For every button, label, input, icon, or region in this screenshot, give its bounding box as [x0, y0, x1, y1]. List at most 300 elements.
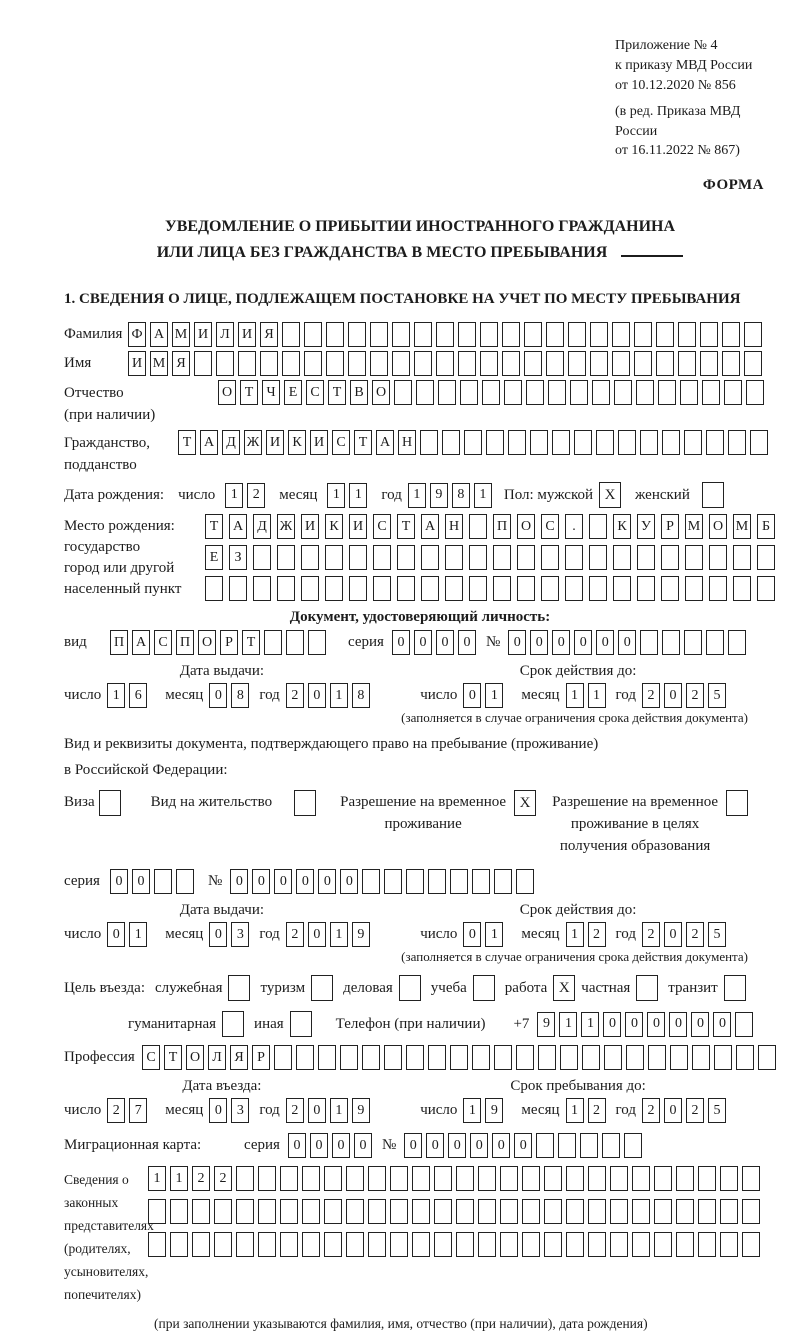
- purpose-official-checkbox[interactable]: [228, 975, 250, 1001]
- char-cell[interactable]: 0: [625, 1012, 643, 1037]
- char-cell[interactable]: [229, 576, 247, 601]
- char-cell[interactable]: [722, 351, 740, 376]
- char-cell[interactable]: 1: [566, 683, 584, 708]
- char-cell[interactable]: [742, 1166, 760, 1191]
- char-cell[interactable]: Т: [397, 514, 415, 539]
- char-cell[interactable]: 0: [209, 683, 227, 708]
- char-cell[interactable]: 1: [588, 683, 606, 708]
- char-cell[interactable]: Т: [164, 1045, 182, 1070]
- char-cell[interactable]: [472, 869, 490, 894]
- char-cell[interactable]: 9: [485, 1098, 503, 1123]
- char-cell[interactable]: 2: [686, 1098, 704, 1123]
- char-cell[interactable]: [282, 351, 300, 376]
- char-cell[interactable]: 1: [566, 922, 584, 947]
- char-cell[interactable]: [456, 1232, 474, 1257]
- char-cell[interactable]: [720, 1232, 738, 1257]
- char-cell[interactable]: [685, 576, 703, 601]
- char-cell[interactable]: [154, 869, 172, 894]
- char-cell[interactable]: [348, 322, 366, 347]
- char-cell[interactable]: [568, 322, 586, 347]
- char-cell[interactable]: 9: [537, 1012, 555, 1037]
- char-cell[interactable]: 0: [354, 1133, 372, 1158]
- char-cell[interactable]: 2: [642, 683, 660, 708]
- char-cell[interactable]: К: [288, 430, 306, 455]
- char-cell[interactable]: [558, 1133, 576, 1158]
- char-cell[interactable]: 1: [107, 683, 125, 708]
- char-cell[interactable]: [624, 1133, 642, 1158]
- char-cell[interactable]: 2: [214, 1166, 232, 1191]
- char-cell[interactable]: [728, 630, 746, 655]
- char-cell[interactable]: [700, 351, 718, 376]
- char-cell[interactable]: [397, 576, 415, 601]
- char-cell[interactable]: 1: [408, 483, 426, 508]
- char-cell[interactable]: 1: [581, 1012, 599, 1037]
- char-cell[interactable]: [368, 1199, 386, 1224]
- char-cell[interactable]: [373, 545, 391, 570]
- char-cell[interactable]: [216, 351, 234, 376]
- char-cell[interactable]: [308, 630, 326, 655]
- char-cell[interactable]: Т: [205, 514, 223, 539]
- char-cell[interactable]: [546, 351, 564, 376]
- char-cell[interactable]: [412, 1166, 430, 1191]
- char-cell[interactable]: [390, 1199, 408, 1224]
- char-cell[interactable]: 5: [708, 683, 726, 708]
- char-cell[interactable]: О: [372, 380, 390, 405]
- edu-residence-checkbox[interactable]: [726, 790, 748, 816]
- char-cell[interactable]: Я: [172, 351, 190, 376]
- char-cell[interactable]: 1: [485, 683, 503, 708]
- char-cell[interactable]: [194, 351, 212, 376]
- char-cell[interactable]: Б: [757, 514, 775, 539]
- char-cell[interactable]: М: [733, 514, 751, 539]
- char-cell[interactable]: 0: [332, 1133, 350, 1158]
- char-cell[interactable]: [482, 380, 500, 405]
- char-cell[interactable]: [706, 430, 724, 455]
- char-cell[interactable]: Т: [240, 380, 258, 405]
- char-cell[interactable]: [632, 1232, 650, 1257]
- char-cell[interactable]: Р: [661, 514, 679, 539]
- char-cell[interactable]: [685, 545, 703, 570]
- char-cell[interactable]: [325, 545, 343, 570]
- char-cell[interactable]: [728, 430, 746, 455]
- char-cell[interactable]: Д: [253, 514, 271, 539]
- char-cell[interactable]: 0: [310, 1133, 328, 1158]
- char-cell[interactable]: [516, 1045, 534, 1070]
- char-cell[interactable]: [592, 380, 610, 405]
- char-cell[interactable]: [736, 1045, 754, 1070]
- char-cell[interactable]: [480, 351, 498, 376]
- char-cell[interactable]: [538, 1045, 556, 1070]
- char-cell[interactable]: [264, 630, 282, 655]
- char-cell[interactable]: [368, 1232, 386, 1257]
- char-cell[interactable]: Н: [398, 430, 416, 455]
- char-cell[interactable]: [236, 1199, 254, 1224]
- char-cell[interactable]: [526, 380, 544, 405]
- char-cell[interactable]: [348, 351, 366, 376]
- char-cell[interactable]: 1: [349, 483, 367, 508]
- char-cell[interactable]: [654, 1199, 672, 1224]
- char-cell[interactable]: 0: [274, 869, 292, 894]
- char-cell[interactable]: [176, 869, 194, 894]
- char-cell[interactable]: [590, 351, 608, 376]
- char-cell[interactable]: И: [349, 514, 367, 539]
- char-cell[interactable]: 2: [107, 1098, 125, 1123]
- char-cell[interactable]: В: [350, 380, 368, 405]
- char-cell[interactable]: 0: [426, 1133, 444, 1158]
- residence-permit-checkbox[interactable]: [294, 790, 316, 816]
- char-cell[interactable]: [637, 576, 655, 601]
- char-cell[interactable]: [325, 576, 343, 601]
- char-cell[interactable]: [456, 1199, 474, 1224]
- char-cell[interactable]: [757, 576, 775, 601]
- char-cell[interactable]: [428, 869, 446, 894]
- char-cell[interactable]: [362, 869, 380, 894]
- char-cell[interactable]: [589, 576, 607, 601]
- char-cell[interactable]: [277, 545, 295, 570]
- char-cell[interactable]: [500, 1166, 518, 1191]
- char-cell[interactable]: [566, 1199, 584, 1224]
- char-cell[interactable]: [632, 1199, 650, 1224]
- char-cell[interactable]: [324, 1199, 342, 1224]
- char-cell[interactable]: 1: [485, 922, 503, 947]
- char-cell[interactable]: И: [194, 322, 212, 347]
- char-cell[interactable]: 0: [308, 1098, 326, 1123]
- char-cell[interactable]: Д: [222, 430, 240, 455]
- char-cell[interactable]: 0: [252, 869, 270, 894]
- char-cell[interactable]: [301, 545, 319, 570]
- char-cell[interactable]: [326, 322, 344, 347]
- char-cell[interactable]: 2: [247, 483, 265, 508]
- purpose-tourism-checkbox[interactable]: [311, 975, 333, 1001]
- char-cell[interactable]: [522, 1232, 540, 1257]
- char-cell[interactable]: 9: [352, 922, 370, 947]
- char-cell[interactable]: [522, 1199, 540, 1224]
- char-cell[interactable]: [656, 351, 674, 376]
- char-cell[interactable]: [504, 380, 522, 405]
- char-cell[interactable]: [656, 322, 674, 347]
- char-cell[interactable]: [445, 576, 463, 601]
- char-cell[interactable]: [205, 576, 223, 601]
- char-cell[interactable]: [610, 1232, 628, 1257]
- char-cell[interactable]: О: [517, 514, 535, 539]
- char-cell[interactable]: [676, 1232, 694, 1257]
- char-cell[interactable]: 0: [230, 869, 248, 894]
- char-cell[interactable]: [722, 322, 740, 347]
- char-cell[interactable]: [478, 1199, 496, 1224]
- char-cell[interactable]: [478, 1232, 496, 1257]
- char-cell[interactable]: [301, 576, 319, 601]
- char-cell[interactable]: 2: [686, 683, 704, 708]
- char-cell[interactable]: [634, 322, 652, 347]
- char-cell[interactable]: [340, 1045, 358, 1070]
- char-cell[interactable]: [434, 1166, 452, 1191]
- visa-checkbox[interactable]: [99, 790, 121, 816]
- char-cell[interactable]: [392, 322, 410, 347]
- char-cell[interactable]: А: [132, 630, 150, 655]
- char-cell[interactable]: [170, 1199, 188, 1224]
- purpose-work-checkbox[interactable]: X: [553, 975, 575, 1001]
- char-cell[interactable]: Л: [208, 1045, 226, 1070]
- char-cell[interactable]: [464, 430, 482, 455]
- char-cell[interactable]: 0: [664, 922, 682, 947]
- char-cell[interactable]: 8: [231, 683, 249, 708]
- char-cell[interactable]: 2: [588, 1098, 606, 1123]
- char-cell[interactable]: [258, 1199, 276, 1224]
- char-cell[interactable]: [698, 1232, 716, 1257]
- char-cell[interactable]: [486, 430, 504, 455]
- char-cell[interactable]: [580, 1133, 598, 1158]
- char-cell[interactable]: [494, 869, 512, 894]
- char-cell[interactable]: [480, 322, 498, 347]
- char-cell[interactable]: 0: [296, 869, 314, 894]
- char-cell[interactable]: [544, 1166, 562, 1191]
- char-cell[interactable]: [373, 576, 391, 601]
- char-cell[interactable]: [445, 545, 463, 570]
- char-cell[interactable]: [522, 1166, 540, 1191]
- char-cell[interactable]: 2: [686, 922, 704, 947]
- char-cell[interactable]: М: [685, 514, 703, 539]
- char-cell[interactable]: С: [154, 630, 172, 655]
- char-cell[interactable]: А: [421, 514, 439, 539]
- char-cell[interactable]: Е: [284, 380, 302, 405]
- char-cell[interactable]: [596, 430, 614, 455]
- char-cell[interactable]: [654, 1166, 672, 1191]
- char-cell[interactable]: Т: [354, 430, 372, 455]
- char-cell[interactable]: [637, 545, 655, 570]
- char-cell[interactable]: [236, 1232, 254, 1257]
- char-cell[interactable]: Я: [230, 1045, 248, 1070]
- char-cell[interactable]: 0: [514, 1133, 532, 1158]
- char-cell[interactable]: [698, 1166, 716, 1191]
- char-cell[interactable]: [632, 1166, 650, 1191]
- char-cell[interactable]: [746, 380, 764, 405]
- char-cell[interactable]: 0: [713, 1012, 731, 1037]
- char-cell[interactable]: [610, 1199, 628, 1224]
- char-cell[interactable]: У: [637, 514, 655, 539]
- char-cell[interactable]: [634, 351, 652, 376]
- char-cell[interactable]: О: [198, 630, 216, 655]
- char-cell[interactable]: [436, 322, 454, 347]
- char-cell[interactable]: [733, 545, 751, 570]
- char-cell[interactable]: [469, 545, 487, 570]
- char-cell[interactable]: [612, 351, 630, 376]
- char-cell[interactable]: [692, 1045, 710, 1070]
- char-cell[interactable]: [286, 630, 304, 655]
- char-cell[interactable]: [570, 380, 588, 405]
- char-cell[interactable]: [442, 430, 460, 455]
- char-cell[interactable]: [450, 1045, 468, 1070]
- char-cell[interactable]: [434, 1232, 452, 1257]
- purpose-private-checkbox[interactable]: [636, 975, 658, 1001]
- char-cell[interactable]: [390, 1232, 408, 1257]
- purpose-business-checkbox[interactable]: [399, 975, 421, 1001]
- char-cell[interactable]: 2: [286, 683, 304, 708]
- char-cell[interactable]: [428, 1045, 446, 1070]
- char-cell[interactable]: [416, 380, 434, 405]
- char-cell[interactable]: 0: [110, 869, 128, 894]
- char-cell[interactable]: [478, 1166, 496, 1191]
- char-cell[interactable]: [566, 1166, 584, 1191]
- char-cell[interactable]: [192, 1232, 210, 1257]
- char-cell[interactable]: [678, 322, 696, 347]
- char-cell[interactable]: [421, 576, 439, 601]
- purpose-study-checkbox[interactable]: [473, 975, 495, 1001]
- char-cell[interactable]: [458, 322, 476, 347]
- char-cell[interactable]: Е: [205, 545, 223, 570]
- char-cell[interactable]: 1: [566, 1098, 584, 1123]
- char-cell[interactable]: [618, 430, 636, 455]
- char-cell[interactable]: [302, 1199, 320, 1224]
- char-cell[interactable]: 0: [288, 1133, 306, 1158]
- char-cell[interactable]: 2: [588, 922, 606, 947]
- char-cell[interactable]: 0: [664, 1098, 682, 1123]
- char-cell[interactable]: М: [172, 322, 190, 347]
- char-cell[interactable]: [613, 576, 631, 601]
- char-cell[interactable]: [434, 1199, 452, 1224]
- char-cell[interactable]: 1: [463, 1098, 481, 1123]
- char-cell[interactable]: А: [200, 430, 218, 455]
- char-cell[interactable]: [192, 1199, 210, 1224]
- char-cell[interactable]: [236, 1166, 254, 1191]
- char-cell[interactable]: 1: [129, 922, 147, 947]
- char-cell[interactable]: М: [150, 351, 168, 376]
- char-cell[interactable]: [709, 545, 727, 570]
- char-cell[interactable]: 0: [463, 683, 481, 708]
- char-cell[interactable]: 1: [148, 1166, 166, 1191]
- char-cell[interactable]: О: [218, 380, 236, 405]
- char-cell[interactable]: [706, 630, 724, 655]
- char-cell[interactable]: С: [541, 514, 559, 539]
- char-cell[interactable]: 1: [330, 922, 348, 947]
- char-cell[interactable]: [661, 576, 679, 601]
- char-cell[interactable]: Т: [178, 430, 196, 455]
- char-cell[interactable]: [349, 576, 367, 601]
- char-cell[interactable]: 1: [559, 1012, 577, 1037]
- char-cell[interactable]: 0: [209, 1098, 227, 1123]
- char-cell[interactable]: [661, 545, 679, 570]
- char-cell[interactable]: 0: [508, 630, 526, 655]
- char-cell[interactable]: 2: [286, 922, 304, 947]
- char-cell[interactable]: [260, 351, 278, 376]
- char-cell[interactable]: [394, 380, 412, 405]
- char-cell[interactable]: 1: [327, 483, 345, 508]
- char-cell[interactable]: [280, 1232, 298, 1257]
- char-cell[interactable]: [460, 380, 478, 405]
- char-cell[interactable]: 2: [286, 1098, 304, 1123]
- char-cell[interactable]: А: [376, 430, 394, 455]
- char-cell[interactable]: [735, 1012, 753, 1037]
- char-cell[interactable]: 0: [618, 630, 636, 655]
- char-cell[interactable]: [214, 1232, 232, 1257]
- char-cell[interactable]: [709, 576, 727, 601]
- char-cell[interactable]: 9: [352, 1098, 370, 1123]
- char-cell[interactable]: [346, 1232, 364, 1257]
- char-cell[interactable]: [280, 1166, 298, 1191]
- char-cell[interactable]: 2: [192, 1166, 210, 1191]
- char-cell[interactable]: [626, 1045, 644, 1070]
- char-cell[interactable]: [552, 430, 570, 455]
- sex-male-checkbox[interactable]: X: [599, 482, 621, 508]
- char-cell[interactable]: [282, 322, 300, 347]
- char-cell[interactable]: З: [229, 545, 247, 570]
- char-cell[interactable]: [517, 576, 535, 601]
- char-cell[interactable]: [469, 514, 487, 539]
- char-cell[interactable]: [541, 545, 559, 570]
- char-cell[interactable]: [238, 351, 256, 376]
- char-cell[interactable]: [296, 1045, 314, 1070]
- temp-residence-checkbox[interactable]: X: [514, 790, 536, 816]
- char-cell[interactable]: С: [373, 514, 391, 539]
- char-cell[interactable]: 3: [231, 922, 249, 947]
- char-cell[interactable]: [684, 430, 702, 455]
- char-cell[interactable]: [148, 1232, 166, 1257]
- char-cell[interactable]: [493, 545, 511, 570]
- char-cell[interactable]: [700, 322, 718, 347]
- char-cell[interactable]: [612, 322, 630, 347]
- char-cell[interactable]: 9: [430, 483, 448, 508]
- char-cell[interactable]: А: [150, 322, 168, 347]
- char-cell[interactable]: [414, 322, 432, 347]
- char-cell[interactable]: [640, 430, 658, 455]
- char-cell[interactable]: [565, 576, 583, 601]
- char-cell[interactable]: [588, 1232, 606, 1257]
- char-cell[interactable]: 8: [452, 483, 470, 508]
- char-cell[interactable]: [456, 1166, 474, 1191]
- char-cell[interactable]: [742, 1199, 760, 1224]
- char-cell[interactable]: К: [325, 514, 343, 539]
- char-cell[interactable]: [324, 1232, 342, 1257]
- char-cell[interactable]: [678, 351, 696, 376]
- char-cell[interactable]: [698, 1199, 716, 1224]
- char-cell[interactable]: [541, 576, 559, 601]
- char-cell[interactable]: [277, 576, 295, 601]
- char-cell[interactable]: 0: [552, 630, 570, 655]
- char-cell[interactable]: [742, 1232, 760, 1257]
- char-cell[interactable]: [670, 1045, 688, 1070]
- char-cell[interactable]: [636, 380, 654, 405]
- char-cell[interactable]: К: [613, 514, 631, 539]
- char-cell[interactable]: [524, 351, 542, 376]
- char-cell[interactable]: [658, 380, 676, 405]
- char-cell[interactable]: [500, 1232, 518, 1257]
- char-cell[interactable]: [438, 380, 456, 405]
- char-cell[interactable]: [502, 322, 520, 347]
- char-cell[interactable]: [582, 1045, 600, 1070]
- char-cell[interactable]: 0: [448, 1133, 466, 1158]
- char-cell[interactable]: [724, 380, 742, 405]
- char-cell[interactable]: [662, 630, 680, 655]
- char-cell[interactable]: [469, 576, 487, 601]
- char-cell[interactable]: [588, 1199, 606, 1224]
- char-cell[interactable]: [648, 1045, 666, 1070]
- char-cell[interactable]: [384, 869, 402, 894]
- char-cell[interactable]: [502, 351, 520, 376]
- char-cell[interactable]: [654, 1232, 672, 1257]
- char-cell[interactable]: 0: [414, 630, 432, 655]
- char-cell[interactable]: [758, 1045, 776, 1070]
- char-cell[interactable]: 1: [170, 1166, 188, 1191]
- char-cell[interactable]: [536, 1133, 554, 1158]
- char-cell[interactable]: 7: [129, 1098, 147, 1123]
- char-cell[interactable]: 0: [308, 922, 326, 947]
- char-cell[interactable]: [421, 545, 439, 570]
- char-cell[interactable]: [684, 630, 702, 655]
- char-cell[interactable]: [406, 869, 424, 894]
- char-cell[interactable]: [450, 869, 468, 894]
- char-cell[interactable]: [414, 351, 432, 376]
- char-cell[interactable]: [493, 576, 511, 601]
- char-cell[interactable]: 1: [474, 483, 492, 508]
